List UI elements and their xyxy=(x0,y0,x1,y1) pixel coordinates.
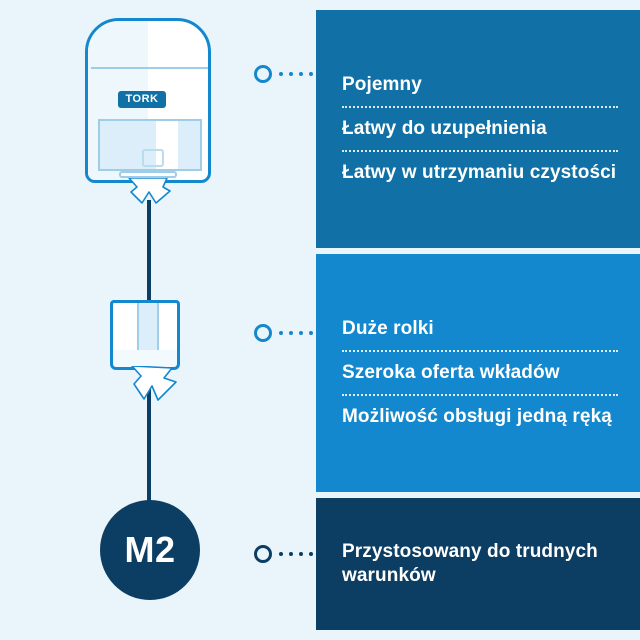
benefit-item: Pojemny xyxy=(342,73,422,95)
connector-dots-icon xyxy=(279,552,313,556)
roll-outer-wrap xyxy=(110,300,180,356)
connector-ring-icon xyxy=(254,545,272,563)
dispenser-illustration xyxy=(85,18,211,200)
benefit-item: Możliwość obsługi jedną ręką xyxy=(342,394,618,438)
paper-roll-illustration xyxy=(110,300,192,404)
roll-core xyxy=(137,300,159,356)
benefit-item: Szeroka oferta wkładów xyxy=(342,350,618,394)
dispenser-emblem xyxy=(142,149,164,167)
benefit-item: Duże rolki xyxy=(342,317,434,339)
brand-logo: TORK xyxy=(118,91,166,108)
benefit-item: Łatwy do uzupełnienia xyxy=(342,106,618,150)
connector-dots-icon xyxy=(279,331,313,335)
connector-system xyxy=(254,543,313,565)
panel-dispenser-benefits xyxy=(316,10,640,248)
connector-dispenser xyxy=(254,63,313,85)
dispenser-paper-sheet-icon xyxy=(123,178,173,204)
benefit-item: Przystosowany do trudnych warunków xyxy=(342,541,598,586)
dispenser-hood-seam xyxy=(91,67,211,69)
panel-roll-benefits xyxy=(316,254,640,492)
connector-roll xyxy=(254,322,313,344)
dispenser-housing xyxy=(85,18,211,183)
benefit-item: Łatwy w utrzymaniu czystości xyxy=(342,150,618,194)
roll-paper-sheet-icon xyxy=(128,366,186,404)
system-badge xyxy=(100,500,200,600)
panel-system-benefits xyxy=(316,498,640,630)
connector-dots-icon xyxy=(279,72,313,76)
connector-ring-icon xyxy=(254,324,272,342)
system-badge-label: M2 xyxy=(124,529,176,570)
connector-spine-upper xyxy=(147,200,151,312)
dispenser-dispensing-slot xyxy=(119,171,177,178)
connector-ring-icon xyxy=(254,65,272,83)
